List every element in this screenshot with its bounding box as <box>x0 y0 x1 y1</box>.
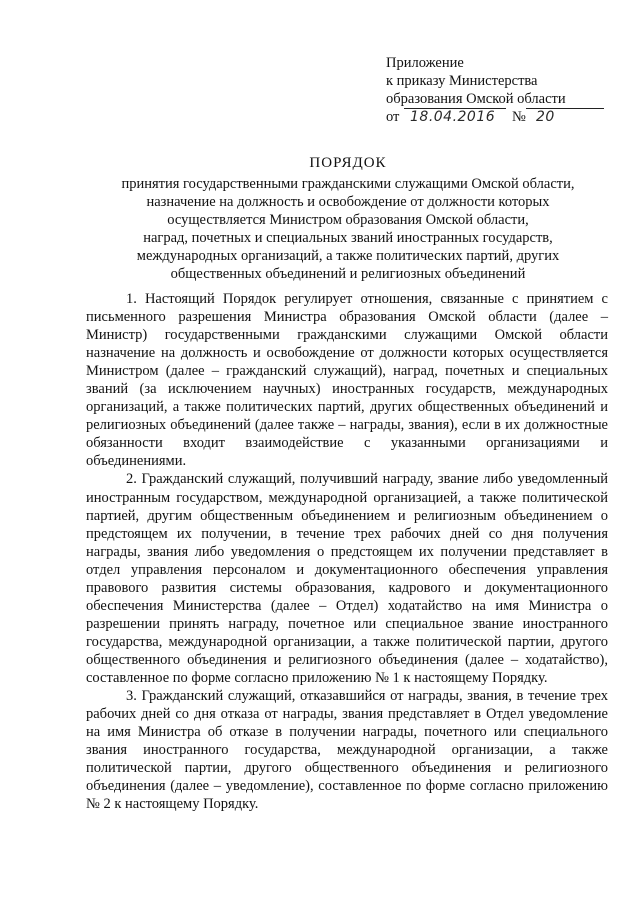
annex-ministry: образования Омской области <box>386 91 566 107</box>
subtitle-line: принятия государственными гражданскими служащими Омской области, <box>121 176 575 192</box>
paragraph-1: 1. Настоящий Порядок регулирует отношения, связанные с принятием с письменного разрешения Министра образования Омской области (далее – Министр) государственными гражданскими служащими Омской области назначение на должность и освобождение от должности которых осуществляется Министром (далее – гражданский служащий), наград, почетных и специальных званий (за исключением научных) иностранных государств, международных организаций, а также политических партий, других общественных объединений и религиозных объединений (далее также – награды, звания), если в их должностные обязанности входит взаимодействие с указанными организациями и объединениями. <box>86 291 608 470</box>
annex-number-label: № <box>512 109 526 125</box>
subtitle-line: осуществляется Министром образования Омской области, <box>167 212 529 228</box>
title-block <box>88 154 608 283</box>
annex-date: 18.04.2016 <box>410 109 496 125</box>
annex-order-ref: к приказу Министерства <box>386 73 538 89</box>
paragraph-3: 3. Гражданский служащий, отказавшийся от награды, звания, в течение трех рабочих дней со дня отказа от награды, звания представляет в Отдел уведомление на имя Министра об отказе в получении награды, почетного или специального звания иностранного государства, международной организации, а также политической партии, другого общественного объединения и религиозного объединения (далее – уведомление), составленное по форме согласно приложению № 2 к настоящему Порядку. <box>86 688 608 813</box>
annex-title: Приложение <box>386 55 464 71</box>
document-title: ПОРЯДОК <box>309 155 387 171</box>
subtitle-line: международных организаций, а также политических партий, других <box>136 248 560 264</box>
document-body <box>86 290 608 813</box>
subtitle-line: общественных объединений и религиозных объединений <box>170 266 526 282</box>
annex-from-label: от <box>386 109 400 125</box>
subtitle-line: наград, почетных и специальных званий иностранных государств, <box>143 230 553 246</box>
annex-date-row <box>386 108 616 128</box>
subtitle-line: назначение на должность и освобождение от должности которых <box>146 194 550 210</box>
paragraph-2: 2. Гражданский служащий, получивший награду, звание либо уведомленный иностранным государством, международной организацией, а также политической партией, другим общественным объединением и религиозным объединением о предстоящем их получении, в течение трех рабочих дней со дня получения награды, звания либо уведомления о предстоящем их получении представляет в отдел управления персоналом и документационного обеспечения управления правового развития системы образования, кадрового и документационного обеспечения Министерства (далее – Отдел) ходатайство на имя Министра о разрешении принять награду, почетное или специальное звание иностранного государства, международной организации, а также политической партии, другого общественного объединения и религиозного объединения (далее – ходатайство), составленное по форме согласно приложению № 1 к настоящему Порядку. <box>86 471 608 686</box>
annex-block <box>386 54 616 128</box>
annex-number: 20 <box>536 109 555 125</box>
